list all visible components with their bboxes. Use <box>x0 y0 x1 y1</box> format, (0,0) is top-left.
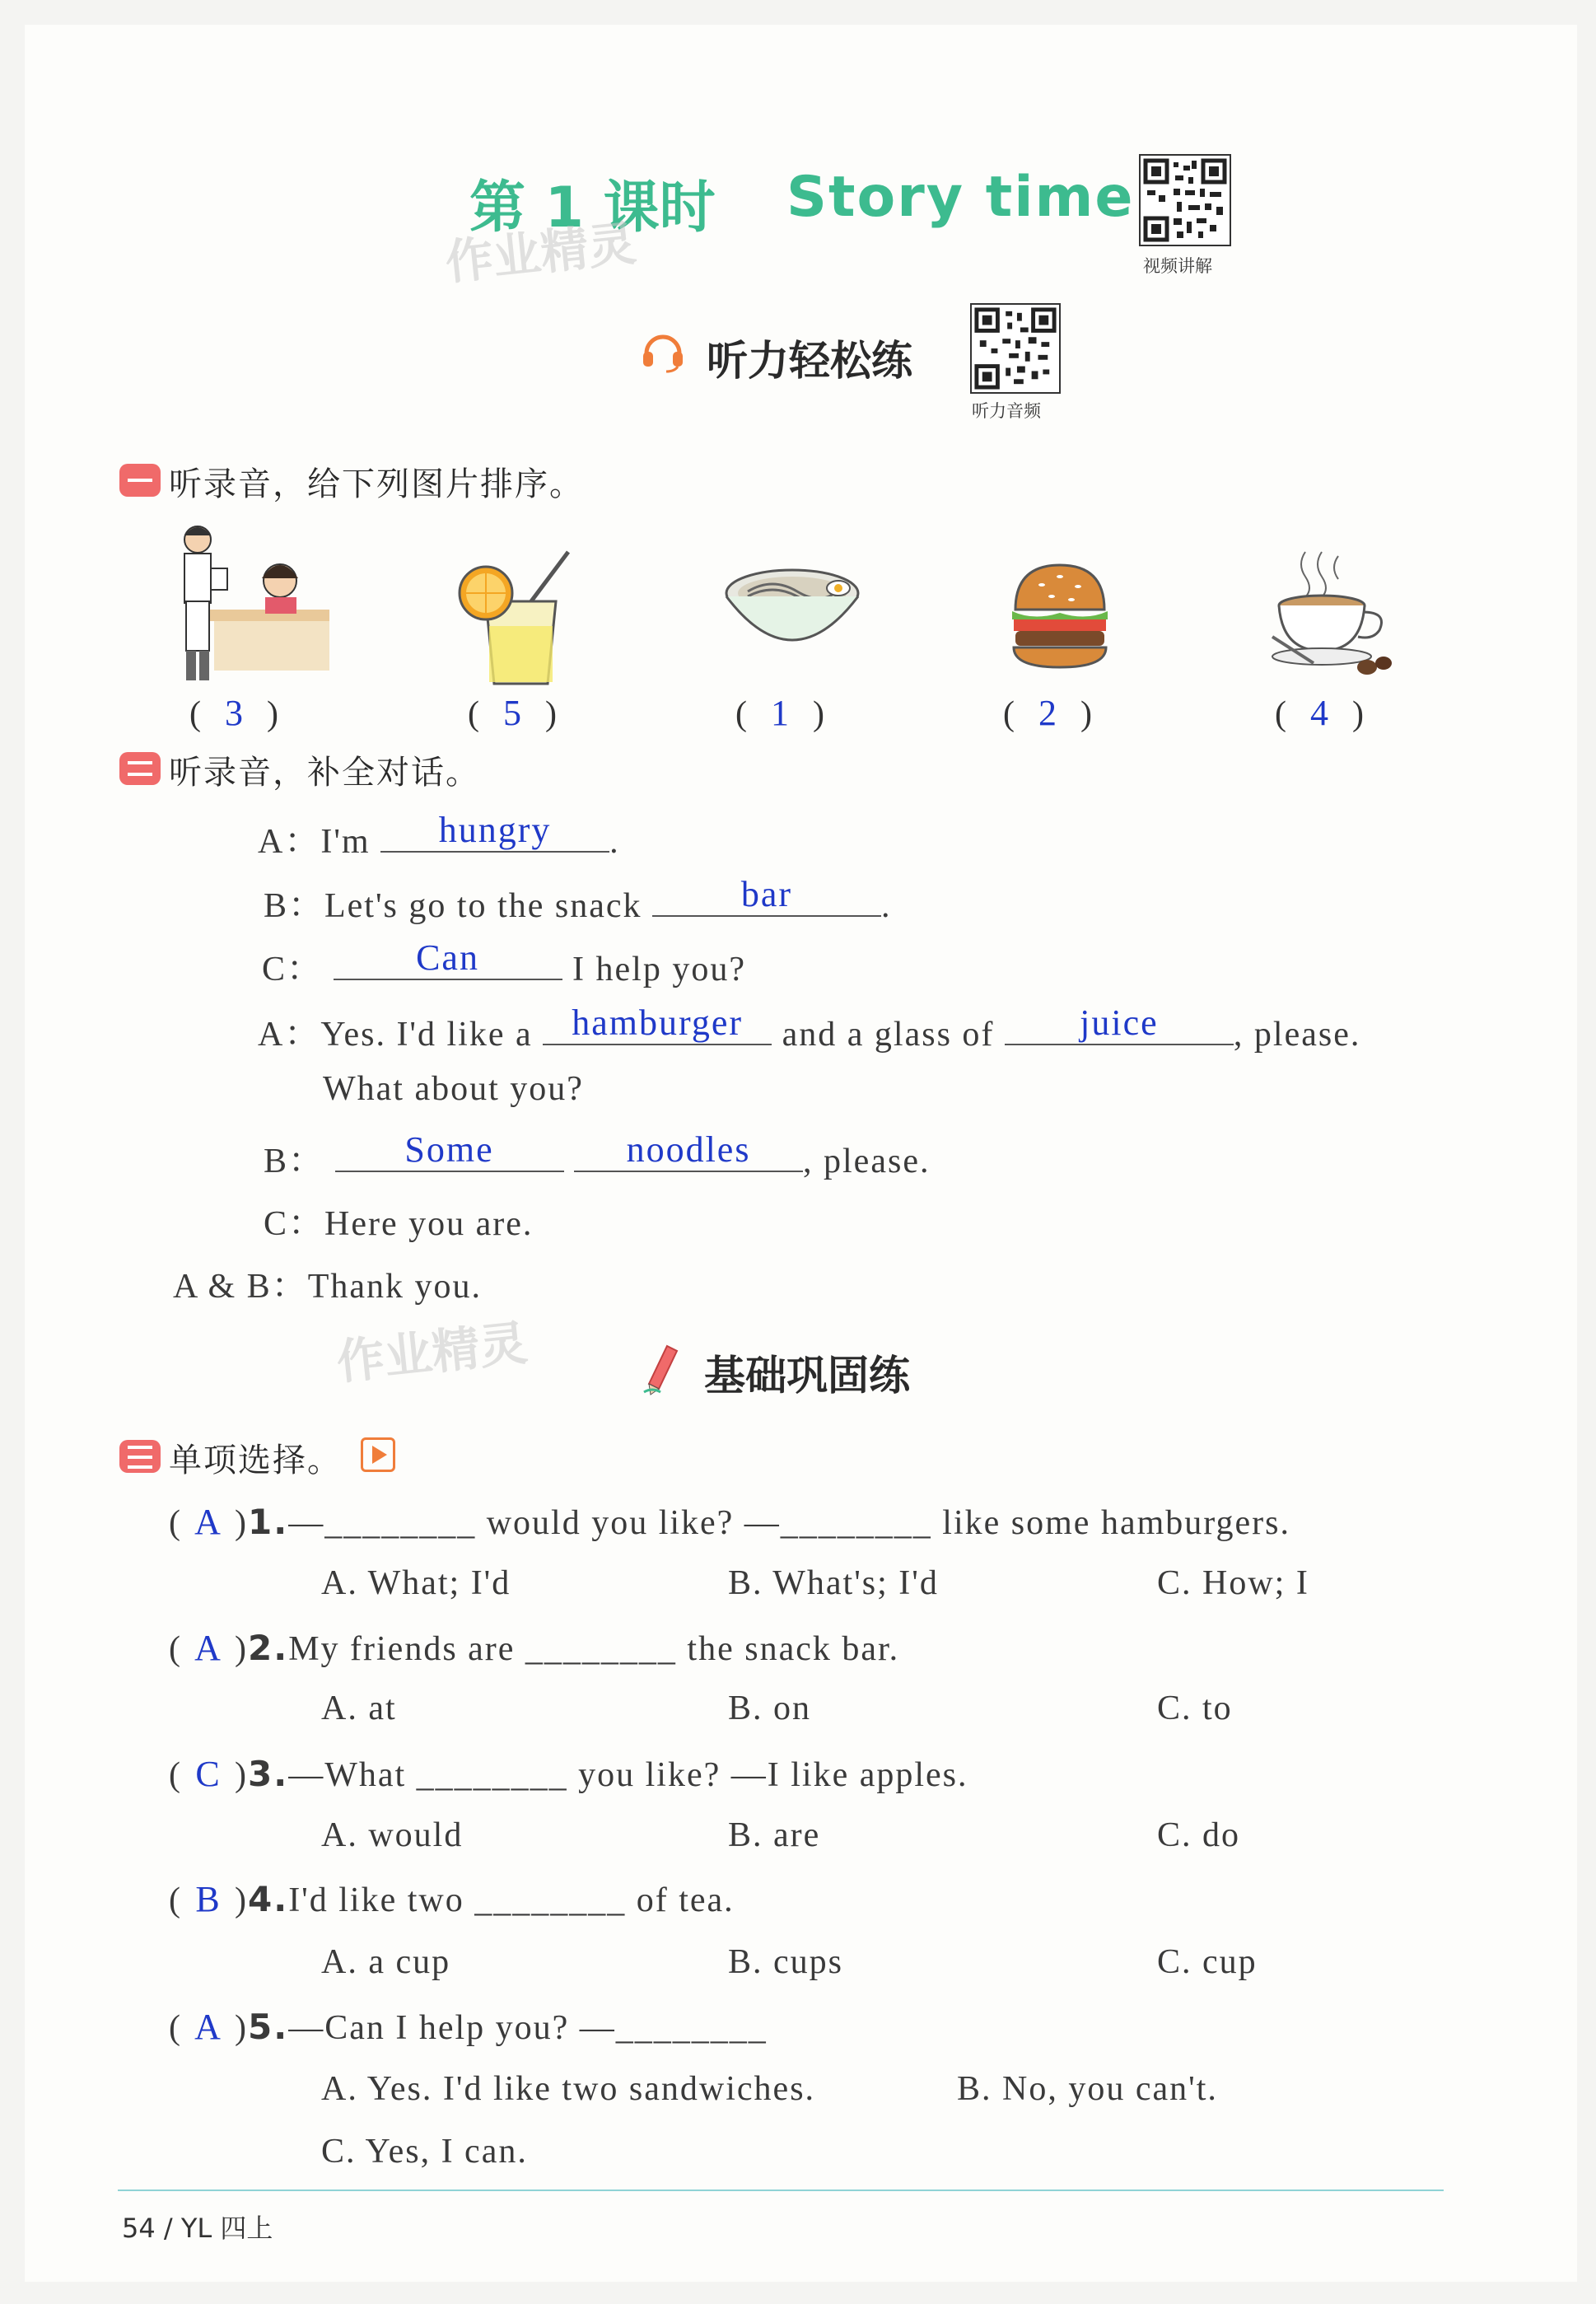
mcq-4-option-a[interactable]: A. a cup <box>321 1943 451 1981</box>
qr-video-caption: 视频讲解 <box>1143 256 1212 276</box>
mcq-num-2: 2. <box>248 1628 289 1668</box>
q1-answer-4: 2 <box>1038 693 1057 733</box>
q2-instruction: 听录音，补全对话。 <box>169 754 480 792</box>
mcq-5-option-b[interactable]: B. No, you can't. <box>957 2070 1218 2108</box>
mcq-num-4: 4. <box>248 1879 289 1919</box>
mcq-stem-2: My friends are ________ the snack bar. <box>288 1630 900 1668</box>
qr-audio-caption: 听力音频 <box>972 401 1041 421</box>
dialogue-line-4 <box>258 1002 1361 1056</box>
line4-text: A：Yes. I'd like a <box>258 1016 533 1054</box>
fill-bar: bar <box>740 874 793 914</box>
mcq-5-option-a[interactable]: A. Yes. I'd like two sandwiches. <box>321 2070 816 2108</box>
dialogue-line-1 <box>258 810 620 863</box>
line3-text: C： <box>262 951 324 988</box>
watermark-2: 作业精灵 <box>334 1315 530 1390</box>
q1-answer-slot-1: ( 3 ) <box>189 693 278 733</box>
dialogue-line-7: C：Here you are. <box>264 1205 534 1243</box>
headphone-icon <box>638 325 688 375</box>
line3-end: I help you? <box>572 951 746 988</box>
mcq-answer-4: B <box>195 1879 222 1919</box>
mcq-answer-3: C <box>195 1754 222 1794</box>
blank-juice <box>1005 1002 1234 1054</box>
mcq-answer-1: A <box>194 1502 222 1542</box>
mcq-stem-1: —________ would you like? —________ like some hamburgers. <box>288 1504 1290 1542</box>
q1-instruction: 听录音，给下列图片排序。 <box>169 465 584 503</box>
fill-noodles: noodles <box>626 1129 751 1170</box>
question-three-badge <box>119 1440 161 1473</box>
mcq-4-option-c[interactable]: C. cup <box>1157 1943 1258 1981</box>
mcq-1-option-b[interactable]: B. What's; I'd <box>728 1564 939 1602</box>
mcq-2-option-c[interactable]: C. to <box>1157 1689 1233 1727</box>
pencil-icon <box>642 1343 684 1396</box>
basic-section-title: 基础巩固练 <box>704 1352 910 1400</box>
blank-can <box>334 937 562 989</box>
mcq-num-5: 5. <box>248 2007 289 2047</box>
question-one-badge <box>119 464 161 497</box>
fill-juice: juice <box>1080 1002 1159 1043</box>
mcq-5-option-c[interactable]: C. Yes, I can. <box>321 2133 528 2171</box>
mcq-stem-4: I'd like two ________ of tea. <box>288 1881 735 1919</box>
mcq-item-4: ( B )4.I'd like two ________ of tea. <box>169 1879 735 1919</box>
dialogue-line-3 <box>262 937 746 991</box>
blank-some <box>335 1129 564 1181</box>
fill-some: Some <box>404 1129 494 1170</box>
mcq-answer-2: A <box>194 1628 222 1668</box>
mcq-1-option-a[interactable]: A. What; I'd <box>321 1564 511 1602</box>
line6-end: , please. <box>803 1143 931 1180</box>
mcq-num-1: 1. <box>248 1502 289 1542</box>
lesson-number: 第 1 课时 <box>469 175 716 241</box>
dialogue-line-6 <box>264 1129 931 1183</box>
mcq-3-option-b[interactable]: B. are <box>728 1816 821 1854</box>
blank-hungry <box>380 810 609 862</box>
noodles-bowl-picture <box>723 560 861 667</box>
page-number: 54 / YL 四上 <box>122 2213 273 2244</box>
juice-glass-picture <box>453 544 576 688</box>
play-video-icon[interactable] <box>361 1437 395 1472</box>
hamburger-picture <box>1009 560 1112 671</box>
line2-end: . <box>881 887 892 925</box>
line2-text: B：Let's go to the snack <box>264 887 642 925</box>
mcq-2-option-b[interactable]: B. on <box>728 1689 812 1727</box>
fill-can: Can <box>416 937 479 978</box>
qr-code-audio-icon[interactable] <box>970 303 1061 394</box>
fill-hungry: hungry <box>438 810 552 850</box>
mcq-stem-3: —What ________ you like? —I like apples. <box>288 1756 968 1794</box>
mcq-1-option-c[interactable]: C. How; I <box>1157 1564 1309 1602</box>
mcq-3-option-c[interactable]: C. do <box>1157 1816 1241 1854</box>
footer-divider <box>118 2190 1444 2191</box>
line1-text: A：I'm <box>258 823 371 861</box>
mcq-item-3: ( C )3.—What ________ you like? —I like apples. <box>169 1754 968 1794</box>
line4-end: , please. <box>1233 1016 1361 1054</box>
question-two-badge <box>119 752 161 785</box>
blank-hamburger <box>543 1002 772 1054</box>
mcq-2-option-a[interactable]: A. at <box>321 1689 397 1727</box>
mcq-answer-5: A <box>194 2007 222 2047</box>
watermark: 作业精灵 <box>442 215 639 291</box>
mcq-item-1: ( A )1.—________ would you like? —________ like some hamburgers. <box>169 1502 1290 1542</box>
q1-answer-3: 1 <box>771 693 789 733</box>
dialogue-line-8: A & B：Thank you. <box>173 1268 482 1306</box>
mcq-3-option-a[interactable]: A. would <box>321 1816 464 1854</box>
mcq-4-option-b[interactable]: B. cups <box>728 1943 843 1981</box>
q1-answer-slot-3: ( 1 ) <box>735 693 824 733</box>
q1-answer-1: 3 <box>225 693 243 733</box>
mcq-stem-5: —Can I help you? —________ <box>288 2009 768 2047</box>
q1-answer-slot-2: ( 5 ) <box>468 693 557 733</box>
tea-cup-picture <box>1264 548 1396 680</box>
q1-answer-5: 4 <box>1310 693 1328 733</box>
line4-mid: and a glass of <box>782 1016 995 1054</box>
q1-answer-2: 5 <box>503 693 521 733</box>
mcq-item-5: ( A )5.—Can I help you? —________ <box>169 2007 768 2047</box>
line6-text: B： <box>264 1143 325 1180</box>
fill-hamburger: hamburger <box>572 1002 744 1043</box>
qr-code-video-icon[interactable] <box>1139 154 1231 246</box>
page-title: Story time <box>786 165 1135 230</box>
blank-bar <box>652 874 881 926</box>
mcq-item-2: ( A )2.My friends are ________ the snack bar. <box>169 1628 900 1668</box>
dialogue-line-2 <box>264 874 892 928</box>
mcq-num-3: 3. <box>248 1754 289 1794</box>
q1-answer-slot-5: ( 4 ) <box>1275 693 1364 733</box>
dialogue-line-5: What about you? <box>323 1070 584 1108</box>
q3-instruction: 单项选择。 <box>169 1442 342 1479</box>
line1-end: . <box>609 823 620 861</box>
blank-noodles <box>574 1129 803 1181</box>
waiter-girl-picture <box>173 519 329 684</box>
listening-section-title: 听力轻松练 <box>707 337 912 385</box>
q1-answer-slot-4: ( 2 ) <box>1003 693 1092 733</box>
